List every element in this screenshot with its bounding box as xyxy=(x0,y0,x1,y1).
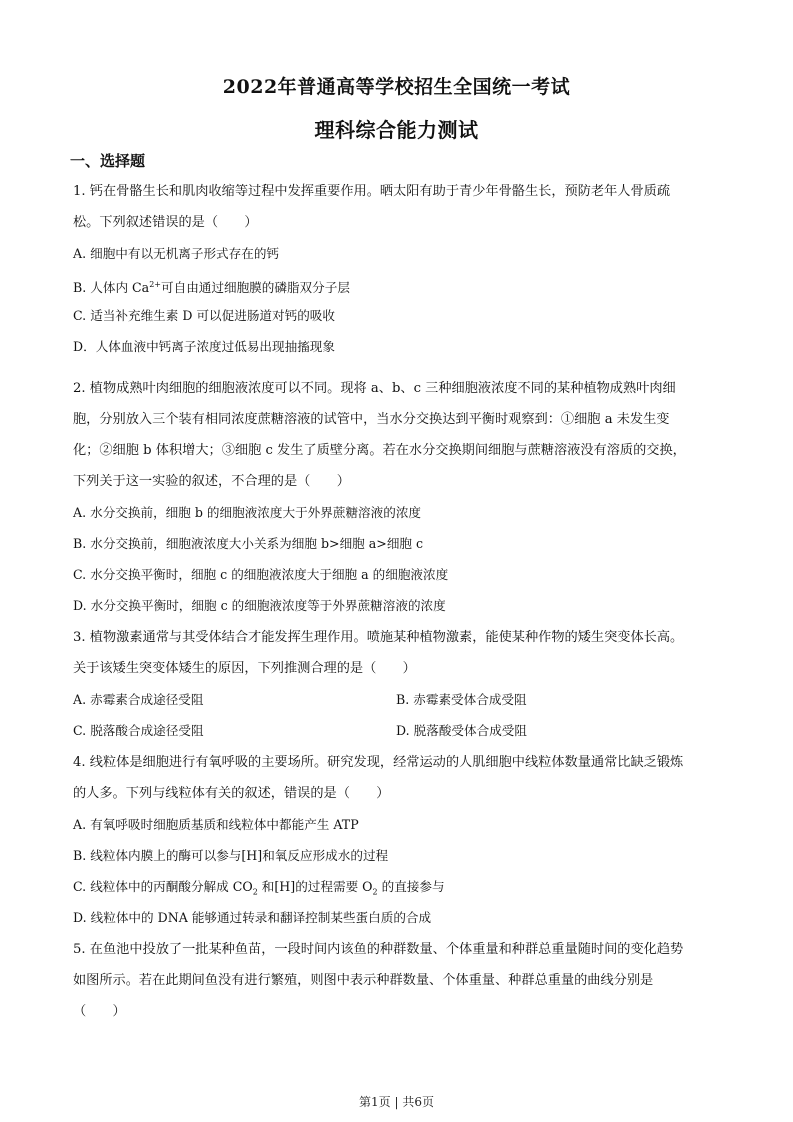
exam-subtitle: 理科综合能力测试 xyxy=(314,118,479,142)
q3-option-a: A. 赤霉素合成途径受阻 xyxy=(73,692,204,707)
q2-stem-line: 2. 植物成熟叶肉细胞的细胞液浓度可以不同。现将 a、b、c 三种细胞液浓度不同的某种植物成熟叶肉细 xyxy=(73,381,676,396)
q4-option-c-text: 和[H]的过程需要 O xyxy=(257,879,373,894)
q1-option-b xyxy=(73,276,350,297)
q4-option-c xyxy=(73,878,445,902)
q5-stem-line: 5. 在鱼池中投放了一批某种鱼苗，一段时间内该鱼的种群数量、个体重量和种群总重量随时间的变化趋势 xyxy=(73,942,684,957)
q4-option-d: D. 线粒体中的 DNA 能够通过转录和翻译控制某些蛋白质的合成 xyxy=(73,910,432,925)
section-heading: 一、选择题 xyxy=(70,152,146,170)
q1-option-b-sup: 2+ xyxy=(149,280,161,289)
q2-option-d: D. 水分交换平衡时，细胞 c 的细胞液浓度等于外界蔗糖溶液的浓度 xyxy=(73,598,446,613)
q2-stem-line: 化；②细胞 b 体积增大；③细胞 c 发生了质壁分离。若在水分交换期间细胞与蔗糖溶液没有溶质的交换， xyxy=(73,443,686,458)
q2-option-c: C. 水分交换平衡时，细胞 c 的细胞液浓度大于细胞 a 的细胞液浓度 xyxy=(73,567,449,582)
q4-stem-line: 4. 线粒体是细胞进行有氧呼吸的主要场所。研究发现，经常运动的人肌细胞中线粒体数量通常比缺乏锻炼 xyxy=(73,755,684,770)
q1-option-b-text: B. 人体内 Ca xyxy=(73,280,150,296)
q3-option-d: D. 脱落酸受体合成受阻 xyxy=(396,723,527,738)
q1-option-c: C. 适当补充维生素 D 可以促进肠道对钙的吸收 xyxy=(73,308,335,323)
exam-title: 2022年普通高等学校招生全国统一考试 xyxy=(222,76,571,98)
q4-option-c-sub: 2 xyxy=(372,887,378,897)
q4-option-b: B. 线粒体内膜上的酶可以参与[H]和氧反应形成水的过程 xyxy=(73,848,389,863)
q1-option-d: D．人体血液中钙离子浓度过低易出现抽搐现象 xyxy=(73,339,335,354)
q5-stem-line: 如图所示。若在此期间鱼没有进行繁殖，则图中表示种群数量、个体重量、种群总重量的曲线分别是 xyxy=(73,973,654,988)
q1-stem-line: 松。下列叙述错误的是（ ） xyxy=(73,215,258,230)
q4-option-c-text: 的直接参与 xyxy=(377,879,445,894)
q4-option-a: A. 有氧呼吸时细胞质基质和线粒体中都能产生 ATP xyxy=(73,817,359,832)
q3-option-c: C. 脱落酸合成途径受阻 xyxy=(73,723,204,738)
q3-stem-line: 3. 植物激素通常与其受体结合才能发挥生理作用。喷施某种植物激素，能使某种作物的矮生突变体长高。 xyxy=(73,630,684,645)
q2-option-b: B. 水分交换前，细胞液浓度大小关系为细胞 b>细胞 a>细胞 c xyxy=(73,536,424,551)
q1-stem-line: 1. 钙在骨骼生长和肌肉收缩等过程中发挥重要作用。晒太阳有助于青少年骨骼生长，预防老年人骨质疏 xyxy=(73,184,671,199)
q3-option-b: B. 赤霉素受体合成受阻 xyxy=(396,692,527,707)
page-footer: 第1页 | 共6页 xyxy=(359,1095,434,1109)
q4-option-c-sub: 2 xyxy=(252,887,258,897)
q1-option-b-text: 可自由通过细胞膜的磷脂双分子层 xyxy=(161,280,350,296)
q1-option-a: A. 细胞中有以无机离子形式存在的钙 xyxy=(73,246,280,261)
q2-stem-line: 胞，分别放入三个装有相同浓度蔗糖溶液的试管中，当水分交换达到平衡时观察到：①细胞 a 未发生变 xyxy=(73,412,670,427)
q2-option-a: A. 水分交换前，细胞 b 的细胞液浓度大于外界蔗糖溶液的浓度 xyxy=(73,505,422,520)
q5-stem-line: （ ） xyxy=(73,1004,126,1019)
q4-option-c-text: C. 线粒体中的丙酮酸分解成 CO xyxy=(73,879,253,894)
q2-stem-line: 下列关于这一实验的叙述，不合理的是（ ） xyxy=(73,474,350,489)
q3-stem-line: 关于该矮生突变体矮生的原因，下列推测合理的是（ ） xyxy=(73,661,416,676)
q4-stem-line: 的人多。下列与线粒体有关的叙述，错误的是（ ） xyxy=(73,786,390,801)
